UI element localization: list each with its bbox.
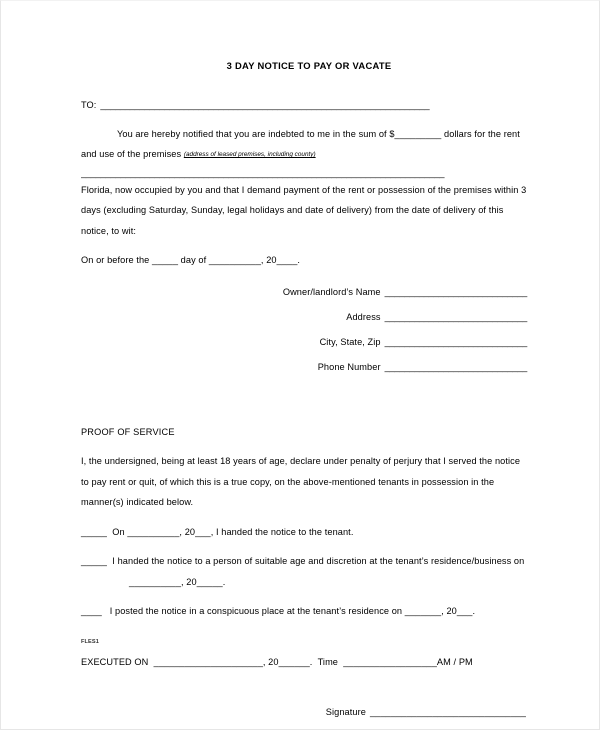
owner-phone-rule: _____________________________ — [384, 361, 527, 372]
divider-rule: __________________________________________________________________________ — [81, 167, 445, 178]
owner-phone-row — [81, 355, 527, 380]
spacer — [81, 442, 527, 451]
on-or-before-line: On or before the _____ day of __________, 20____. — [81, 255, 301, 265]
signature-label: Signature — [325, 707, 366, 717]
owner-phone-label: Phone Number — [317, 361, 381, 372]
demand-paragraph: Florida, now occupied by you and that I demand payment of the rent or possession of the premises within 3 days (excluding Saturday, Sunday, legal holidays and date of delivery) from the date of delivery of this notice, to wit: — [81, 184, 529, 236]
spacer — [81, 241, 527, 250]
service-method-suitable-age: _____ I handed the notice to a person of suitable age and discretion at the tenant’s residence/business on __________, 20_____. — [81, 556, 527, 587]
owner-address-label: Address — [346, 311, 381, 322]
document-body — [81, 56, 527, 723]
to-line — [81, 95, 527, 115]
spacer — [81, 592, 527, 601]
owner-city-state-zip-rule: _____________________________ — [384, 336, 527, 347]
executed-on-line: EXECUTED ON _____________________, 20______. Time __________________AM / PM — [81, 656, 473, 667]
service-method-handed-to-tenant: _____ On __________, 20___, I handed the notice to the tenant. — [81, 526, 354, 537]
spacer — [81, 622, 527, 652]
service-method-posted: ____ I posted the notice in a conspicuous place at the tenant’s residence on _______, 20___. — [81, 606, 476, 616]
owner-name-rule: _____________________________ — [384, 286, 527, 297]
signature-rule: ______________________________ — [369, 707, 526, 717]
spacer — [81, 380, 527, 422]
page-title: 3 DAY NOTICE TO PAY OR VACATE — [226, 60, 392, 71]
owner-address-row — [81, 305, 527, 330]
owner-city-state-zip-label: City, State, Zip — [319, 336, 381, 347]
proof-of-service-declaration: I, the undersigned, being at least 18 years of age, declare under penalty of perjury that I served the notice to pay rent or quit, of which this is a true copy, on the above-mentioned tenants in possession in the manner(s) indicated below. — [81, 456, 523, 507]
spacer — [81, 115, 527, 124]
form-code: FLES1 — [81, 639, 99, 645]
owner-name-row — [81, 280, 527, 305]
indebtedness-text: You are hereby notified that you are indebted to me in the sum of $_________ dollars for the rent and use of the premises — [81, 128, 523, 159]
spacer — [81, 513, 527, 522]
owner-city-state-zip-row — [81, 330, 527, 355]
to-label: TO: — [81, 99, 97, 110]
owner-address-rule: _____________________________ — [384, 311, 527, 322]
spacer — [81, 542, 527, 551]
indebtedness-paragraph — [81, 124, 527, 166]
proof-of-service-heading: PROOF OF SERVICE — [81, 426, 175, 437]
to-fill-rule: ___________________________________________________________________ — [100, 99, 430, 110]
signature-row — [81, 702, 527, 723]
owner-name-label: Owner/landlord’s Name — [282, 286, 381, 297]
premises-annotation: (address of leased premises, including county) — [183, 151, 316, 158]
spacer — [81, 271, 527, 280]
spacer — [81, 672, 527, 702]
